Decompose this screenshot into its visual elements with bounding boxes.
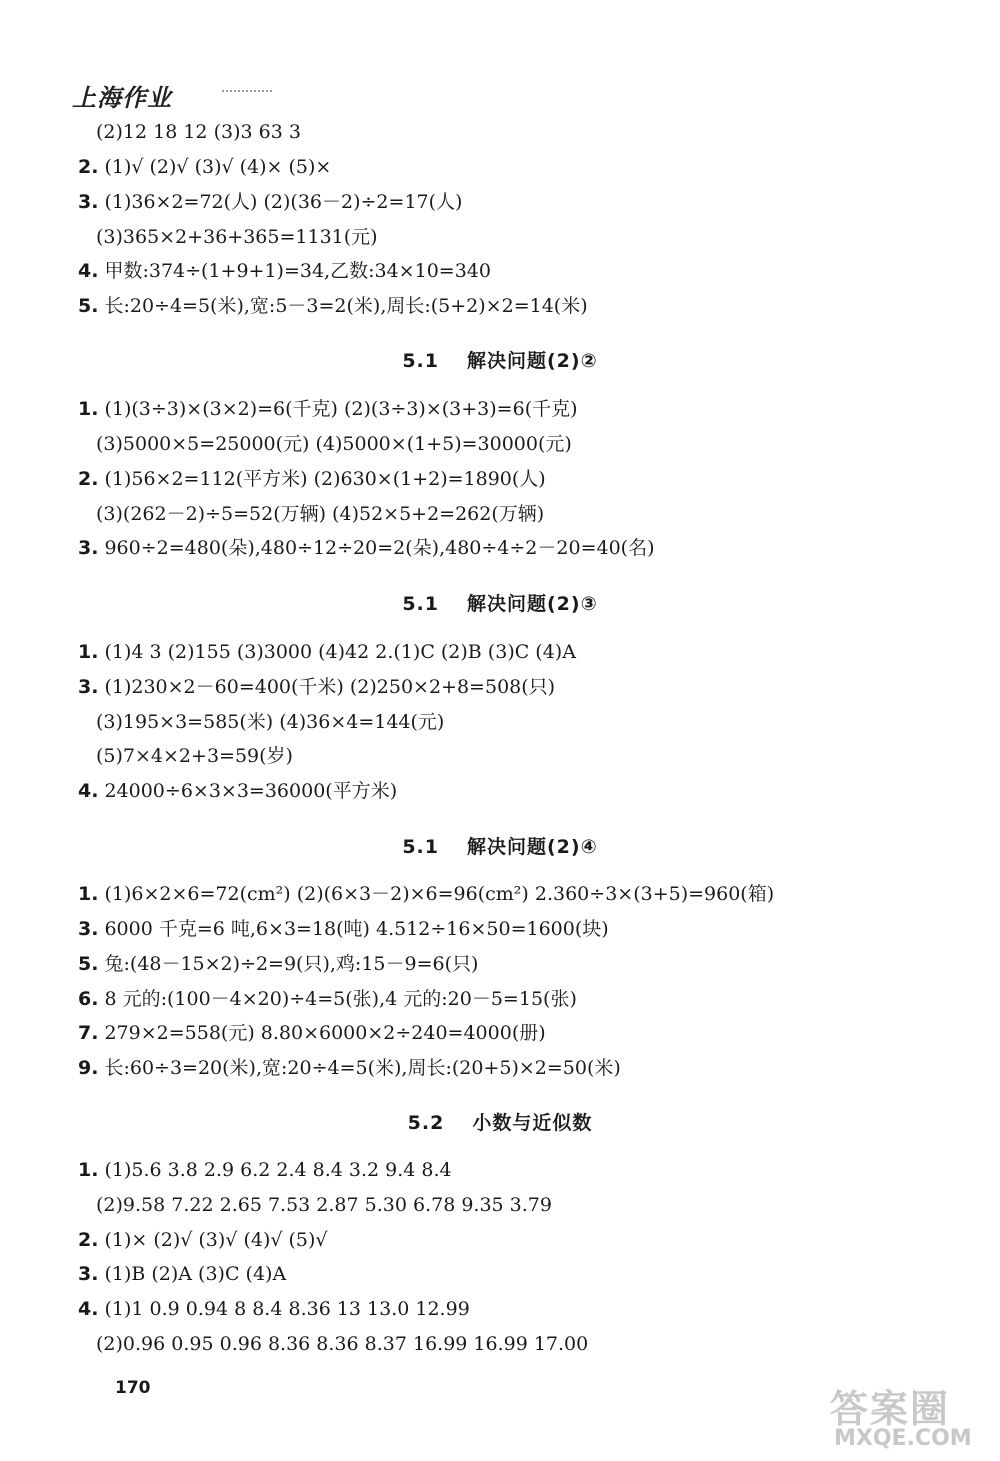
answer-line (78, 779, 397, 803)
answer-text: (1)B (2)A (3)C (4)A (104, 1263, 287, 1285)
answer-text: (3)365×2+36+365=1131(元) (96, 226, 378, 248)
item-number: 3. (78, 918, 99, 940)
section-number: 5.1 (402, 836, 439, 858)
answer-text: (1)4 3 (2)155 (3)3000 (4)42 2.(1)C (2)B (3)C (4)A (104, 641, 576, 663)
answer-line (78, 952, 478, 976)
answer-text: 960÷2=480(朵),480÷12÷20=2(朵),480÷4÷2－20=40(名) (104, 537, 655, 559)
answer-text: 长:20÷4=5(米),宽:5－3=2(米),周长:(5+2)×2=14(米) (104, 295, 588, 317)
item-number: 1. (78, 1159, 99, 1181)
answer-line (78, 987, 577, 1011)
item-number: 1. (78, 883, 99, 905)
answer-line (78, 882, 774, 906)
answer-text: (3)(262－2)÷5=52(万辆) (4)52×5+2=262(万辆) (96, 503, 545, 525)
answer-line (78, 294, 588, 318)
answer-line (96, 502, 544, 526)
item-number: 7. (78, 1022, 99, 1044)
page-number: 170 (115, 1378, 151, 1398)
watermark (830, 1378, 1000, 1458)
answer-text: 6000 千克=6 吨,6×3=18(吨) 4.512÷16×50=1600(块) (104, 918, 609, 940)
answer-text: (1)(3÷3)×(3×2)=6(千克) (2)(3÷3)×(3+3)=6(千克) (104, 398, 578, 420)
answer-text: 279×2=558(元) 8.80×6000×2÷240=4000(册) (104, 1022, 546, 1044)
item-number: 2. (78, 468, 99, 490)
answer-text: 8 元的:(100－4×20)÷4=5(张),4 元的:20－5=15(张) (104, 988, 577, 1010)
answer-text: (1)× (2)√ (3)√ (4)√ (5)√ (104, 1229, 328, 1251)
answer-text: 甲数:374÷(1+9+1)=34,乙数:34×10=340 (104, 260, 491, 282)
answer-line (96, 120, 301, 144)
section-title: 解决问题(2)④ (466, 836, 598, 858)
section-heading (0, 832, 1000, 859)
section-title: 解决问题(2)③ (466, 593, 598, 615)
answer-text: (2)0.96 0.95 0.96 8.36 8.36 8.37 16.99 16.99 17.00 (96, 1333, 589, 1355)
answer-text: (1)6×2×6=72(cm²) (2)(6×3－2)×6=96(cm²) 2.360÷3×(3+5)=960(箱) (104, 883, 775, 905)
answer-line (78, 640, 576, 664)
section-number: 5.2 (407, 1112, 445, 1134)
answer-text: (1)56×2=112(平方米) (2)630×(1+2)=1890(人) (104, 468, 546, 490)
answer-text: (1)5.6 3.8 2.9 6.2 2.4 8.4 3.2 9.4 8.4 (104, 1159, 452, 1181)
section-heading (0, 346, 1000, 373)
answer-line (96, 225, 378, 249)
answer-text: (1)36×2=72(人) (2)(36－2)÷2=17(人) (104, 191, 463, 213)
section-number: 5.1 (402, 593, 439, 615)
answer-line (96, 744, 293, 768)
answer-line (78, 190, 462, 214)
answer-line (78, 397, 578, 421)
answer-line (78, 1228, 328, 1252)
item-number: 3. (78, 1263, 99, 1285)
header-divider (222, 90, 272, 92)
answer-line (96, 710, 444, 734)
answer-line (78, 675, 555, 699)
watermark-url: MXQE.COM (834, 1426, 972, 1451)
item-number: 1. (78, 641, 99, 663)
answer-line (96, 1332, 588, 1356)
item-number: 4. (78, 260, 99, 282)
section-heading (0, 1108, 1000, 1135)
section-title: 解决问题(2)② (466, 350, 598, 372)
answer-text: (2)9.58 7.22 2.65 7.53 2.87 5.30 6.78 9.35 3.79 (96, 1194, 552, 1216)
answer-text: (3)5000×5=25000(元) (4)5000×(1+5)=30000(元) (96, 433, 572, 455)
item-number: 9. (78, 1057, 99, 1079)
answer-line (78, 1021, 546, 1045)
item-number: 3. (78, 191, 99, 213)
answer-text: (1)1 0.9 0.94 8 8.4 8.36 13 13.0 12.99 (104, 1298, 470, 1320)
item-number: 1. (78, 398, 99, 420)
answer-text: 长:60÷3=20(米),宽:20÷4=5(米),周长:(20+5)×2=50(米) (104, 1057, 621, 1079)
answer-line (78, 917, 609, 941)
item-number: 4. (78, 780, 99, 802)
item-number: 5. (78, 953, 99, 975)
answer-line (78, 536, 655, 560)
item-number: 4. (78, 1298, 99, 1320)
item-number: 2. (78, 1229, 99, 1251)
section-number: 5.1 (402, 350, 439, 372)
answer-line (78, 1297, 470, 1321)
answer-text: 兔:(48－15×2)÷2=9(只),鸡:15－9=6(只) (104, 953, 479, 975)
answer-text: (5)7×4×2+3=59(岁) (96, 745, 293, 767)
answer-line (78, 1158, 452, 1182)
item-number: 5. (78, 295, 99, 317)
answer-line (78, 467, 546, 491)
watermark-logo: 答案圈 (830, 1387, 951, 1431)
answer-text: (3)195×3=585(米) (4)36×4=144(元) (96, 711, 445, 733)
answer-line (96, 432, 572, 456)
answer-line (78, 155, 331, 179)
answer-line (78, 1056, 621, 1080)
item-number: 3. (78, 537, 99, 559)
answer-text: (1)230×2－60=400(千米) (2)250×2+8=508(只) (104, 676, 556, 698)
section-heading (0, 589, 1000, 616)
header-logo: 上海作业 (72, 84, 172, 112)
answer-text: 24000÷6×3×3=36000(平方米) (104, 780, 398, 802)
answer-text: (2)12 18 12 (3)3 63 3 (96, 121, 301, 143)
answer-line (78, 1262, 286, 1286)
answer-line (78, 259, 491, 283)
section-title: 小数与近似数 (472, 1112, 593, 1134)
answer-text: (1)√ (2)√ (3)√ (4)× (5)× (104, 156, 332, 178)
item-number: 3. (78, 676, 99, 698)
item-number: 6. (78, 988, 99, 1010)
answer-line (96, 1193, 552, 1217)
item-number: 2. (78, 156, 99, 178)
